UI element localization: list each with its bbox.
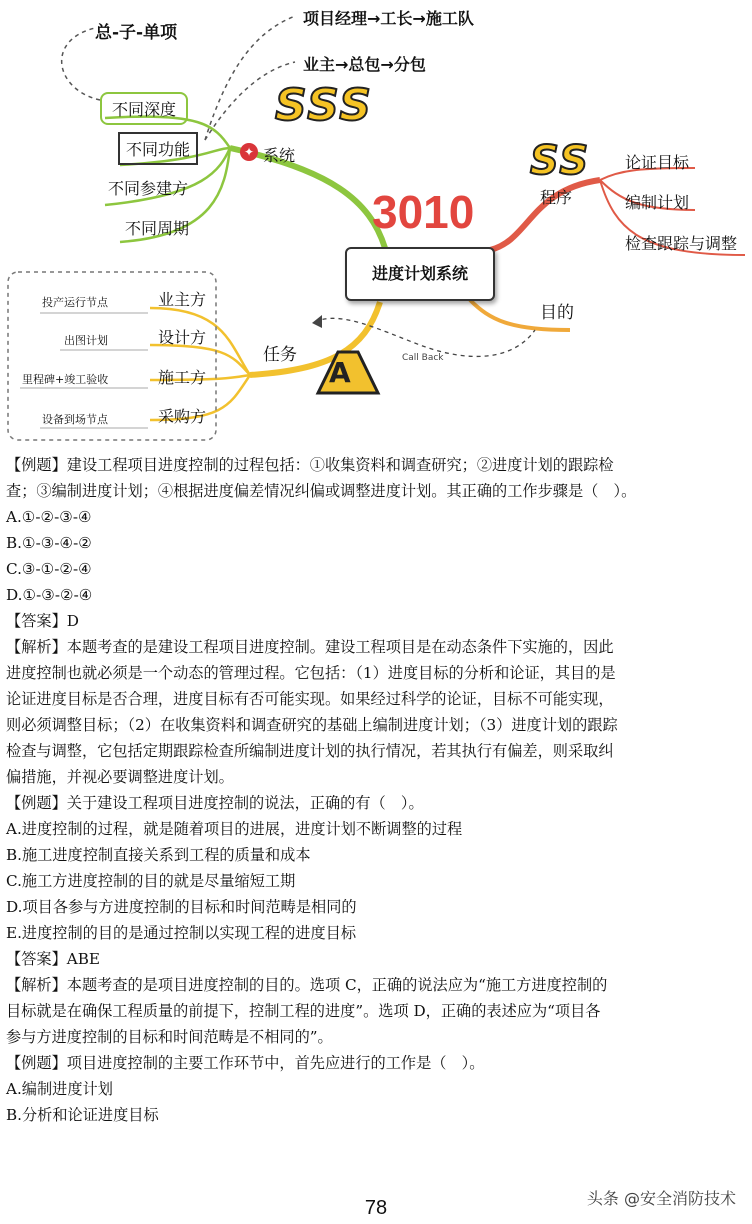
task-note-owner: 投产运行节点 (42, 296, 108, 309)
text-line: A.①-②-③-④ (6, 508, 92, 526)
purpose-branch-label: 目的 (540, 303, 574, 323)
text-line: 查；③编制进度计划；④根据进度偏差情况纠偏或调整进度计划。其正确的工作步骤是（ ）。 (6, 482, 637, 500)
text-line: C.施工方进度控制的目的就是尽量缩短工期 (6, 872, 296, 890)
text-line: 【答案】ABE (6, 950, 100, 968)
text-line: 偏措施，并视必要调整进度计划。 (6, 768, 234, 786)
system-child-depth: 不同深度 (100, 92, 188, 125)
text-line: 【例题】建设工程项目进度控制的过程包括：①收集资料和调查研究；②进度计划的跟踪检 (6, 456, 614, 474)
system-child-participant: 不同参建方 (108, 179, 189, 198)
task-child-owner: 业主方 (158, 290, 207, 309)
sss-badge: SSS (275, 80, 373, 131)
procedure-child-plan: 编制计划 (625, 193, 690, 212)
text-line: 检查与调整，它包括定期跟踪检查所编制进度计划的执行情况，若其执行有偏差，则采取纠 (6, 742, 614, 760)
text-line: D.①-③-②-④ (6, 586, 93, 604)
question-text-body (6, 452, 746, 1128)
system-child-function: 不同功能 (118, 132, 198, 165)
center-node: 进度计划系统 (345, 247, 495, 301)
procedure-branch-label: 程序 (540, 188, 573, 207)
ss-badge: SS (530, 138, 591, 184)
depth-note-levels: 总-子-单项 (95, 23, 178, 43)
system-branch-label: 系统 (263, 146, 296, 165)
task-child-procurement: 采购方 (158, 407, 207, 426)
system-child-period: 不同周期 (125, 219, 190, 238)
watermark: 头条 @安全消防技术 (586, 1189, 736, 1208)
text-line: 【例题】关于建设工程项目进度控制的说法，正确的有（ ）。 (6, 794, 424, 812)
number-badge: 3010 (372, 186, 475, 238)
page-number: 78 (364, 1197, 388, 1219)
text-line: B.①-③-④-② (6, 534, 92, 552)
task-child-designer: 设计方 (158, 328, 207, 347)
text-line: B.分析和论证进度目标 (6, 1106, 159, 1124)
text-line: A.进度控制的过程，就是随着项目的进展，进度计划不断调整的过程 (6, 820, 463, 838)
text-line: 则必须调整目标；（2）在收集资料和调查研究的基础上编制进度计划；（3）进度计划的跟踪 (6, 716, 618, 734)
task-note-contractor: 里程碑+竣工验收 (22, 373, 109, 386)
task-branch-label: 任务 (263, 345, 297, 365)
text-line: B.施工进度控制直接关系到工程的质量和成本 (6, 846, 311, 864)
a-badge: A (329, 356, 351, 389)
mindmap (0, 0, 752, 450)
text-line: D.项目各参与方进度控制的目标和时间范畴是相同的 (6, 898, 357, 916)
procedure-child-check: 检查跟踪与调整 (625, 234, 738, 253)
text-line: 【解析】本题考查的是项目进度控制的目的。选项 C，正确的说法应为“施工方进度控制的 (6, 976, 608, 994)
depth-note-owner-chain: 业主→总包→分包 (303, 55, 426, 74)
text-line: 目标就是在确保工程质量的前提下，控制工程的进度”。选项 D，正确的表述应为“项目各 (6, 1002, 601, 1020)
text-line: 论证进度目标是否合理，进度目标有否可能实现。如果经过科学的论证，目标不可能实现， (6, 690, 614, 708)
task-note-procurement: 设备到场节点 (42, 413, 108, 426)
text-line: 进度控制也就必须是一个动态的管理过程。它包括：（1）进度目标的分析和论证，其目的是 (6, 664, 616, 682)
text-line: 【答案】D (6, 612, 79, 630)
text-line: 【例题】项目进度控制的主要工作环节中，首先应进行的工作是（ ）。 (6, 1054, 485, 1072)
task-note-designer: 出图计划 (64, 334, 108, 347)
callback-label: Call Back (402, 353, 444, 363)
depth-note-pm-chain: 项目经理→工长→施工队 (303, 9, 474, 28)
procedure-child-verify: 论证目标 (625, 153, 690, 172)
text-line: C.③-①-②-④ (6, 560, 92, 578)
star-icon: ✦ (240, 143, 258, 161)
text-line: 【解析】本题考查的是建设工程项目进度控制。建设工程项目是在动态条件下实施的，因此 (6, 638, 614, 656)
task-child-contractor: 施工方 (158, 368, 207, 387)
text-line: 参与方进度控制的目标和时间范畴是不相同的”。 (6, 1028, 333, 1046)
text-line: A.编制进度计划 (6, 1080, 113, 1098)
system-branch-line (230, 148, 385, 248)
text-line: E.进度控制的目的是通过控制以实现工程的进度目标 (6, 924, 357, 942)
